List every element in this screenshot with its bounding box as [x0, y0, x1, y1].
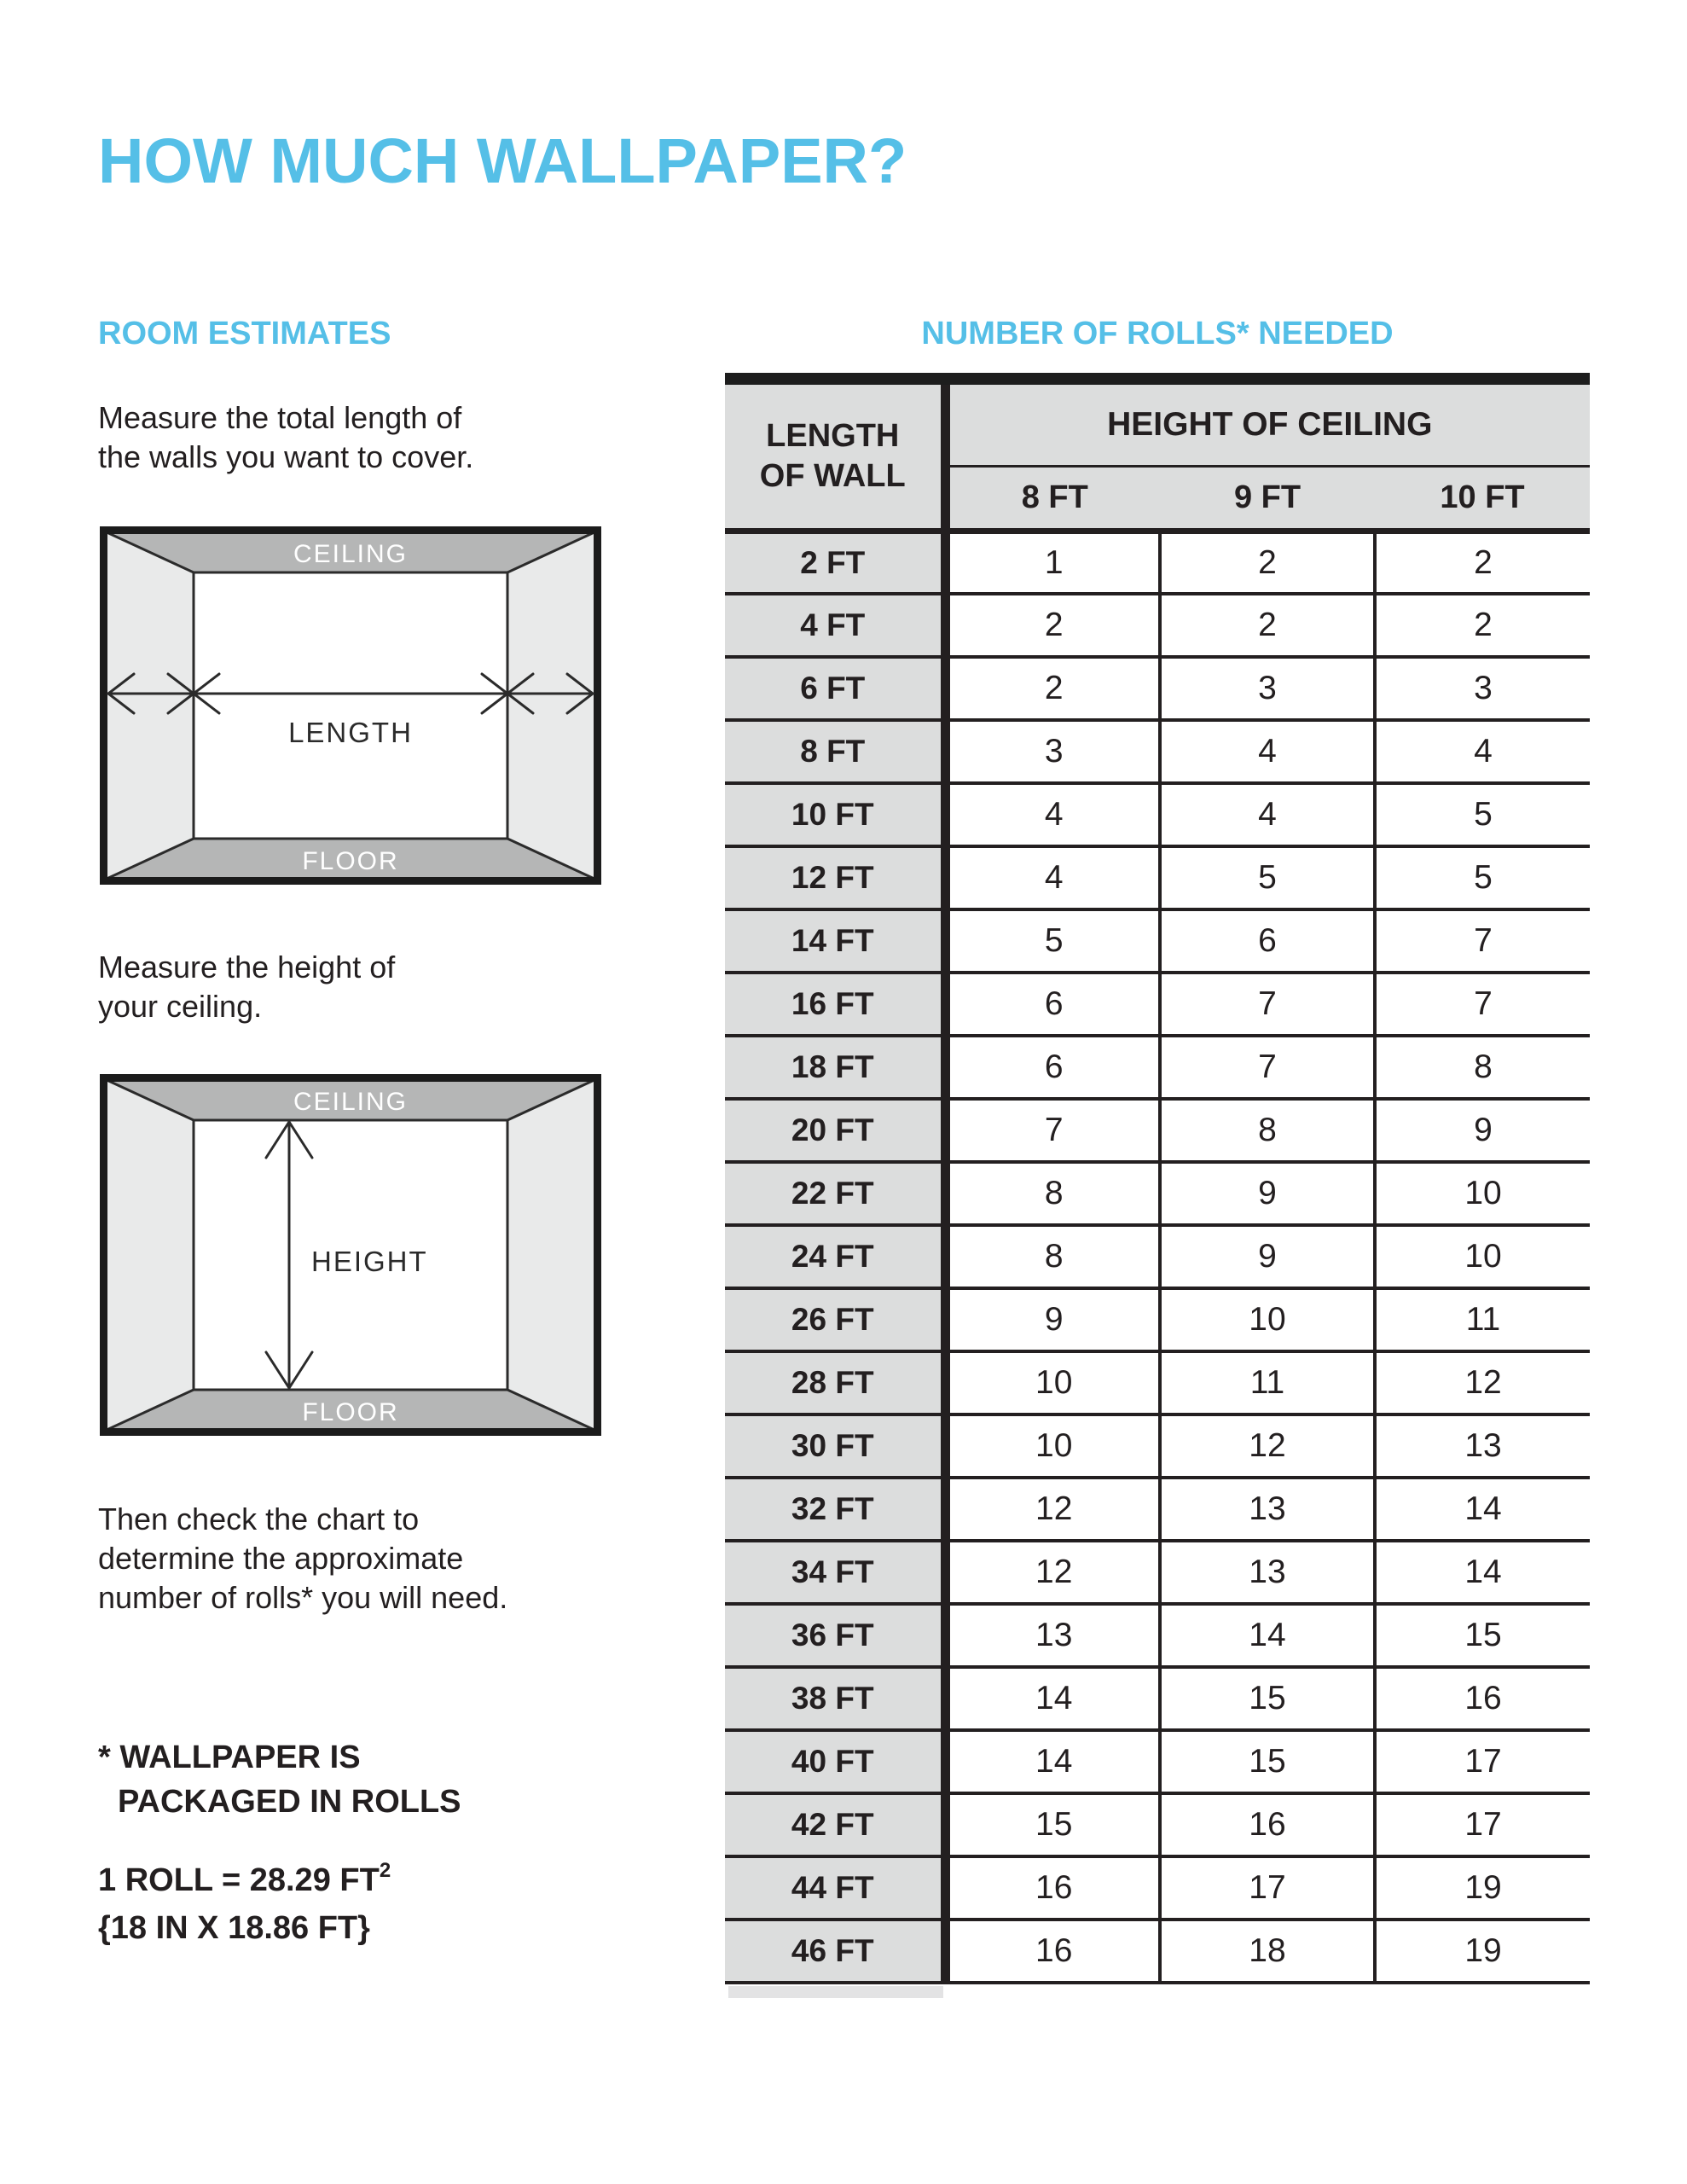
- roll-count-value: 4: [945, 783, 1160, 846]
- table-row: [725, 1478, 1590, 1541]
- table-row: [725, 1414, 1590, 1478]
- roll-count-value: 6: [1160, 909, 1375, 973]
- roll-count-value: 19: [1375, 1920, 1590, 1983]
- table-row: [725, 846, 1590, 909]
- col-header-10ft: 10 FT: [1375, 466, 1590, 531]
- roll-count-value: 2: [1375, 531, 1590, 594]
- table-row: [725, 1099, 1590, 1162]
- roll-count-value: 7: [1160, 1036, 1375, 1099]
- wall-length-label: 22 FT: [725, 1162, 945, 1225]
- table-row: [725, 1730, 1590, 1793]
- roll-count-value: 5: [1375, 783, 1590, 846]
- wall-length-label: 10 FT: [725, 783, 945, 846]
- roll-count-value: 5: [1160, 846, 1375, 909]
- roll-count-value: 8: [945, 1225, 1160, 1288]
- col-header-9ft: 9 FT: [1160, 466, 1375, 531]
- table-row: [725, 1920, 1590, 1983]
- roll-count-value: 10: [1160, 1288, 1375, 1351]
- roll-count-value: 16: [945, 1920, 1160, 1983]
- ceiling-label: CEILING: [293, 1088, 409, 1116]
- table-row: [725, 909, 1590, 973]
- table-row: [725, 657, 1590, 720]
- wall-length-label: 28 FT: [725, 1351, 945, 1414]
- roll-count-value: 12: [945, 1478, 1160, 1541]
- roll-count-value: 14: [1375, 1478, 1590, 1541]
- roll-count-value: 13: [1375, 1414, 1590, 1478]
- room-length-diagram: [100, 526, 601, 885]
- rolls-needed-heading: NUMBER OF ROLLS* NEEDED: [921, 316, 1394, 351]
- roll-count-value: 17: [1375, 1730, 1590, 1793]
- roll-count-value: 7: [1375, 973, 1590, 1036]
- wall-length-label: 32 FT: [725, 1478, 945, 1541]
- roll-count-value: 5: [1375, 846, 1590, 909]
- roll-count-value: 2: [945, 657, 1160, 720]
- wall-length-label: 26 FT: [725, 1288, 945, 1351]
- table-row: [725, 1288, 1590, 1351]
- length-of-wall-header-line: OF WALL: [759, 457, 906, 494]
- wall-length-label: 36 FT: [725, 1604, 945, 1667]
- room-length-diagram-svg: [100, 526, 601, 885]
- roll-count-value: 4: [1375, 720, 1590, 783]
- roll-count-value: 10: [945, 1414, 1160, 1478]
- roll-count-value: 17: [1375, 1793, 1590, 1856]
- page-title: HOW MUCH WALLPAPER?: [98, 125, 907, 196]
- roll-equation: [98, 1856, 391, 1904]
- instruction-step-1: [98, 398, 473, 477]
- roll-count-value: 3: [1375, 657, 1590, 720]
- roll-count-value: 9: [945, 1288, 1160, 1351]
- roll-count-value: 15: [1160, 1730, 1375, 1793]
- roll-count-value: 9: [1375, 1099, 1590, 1162]
- wall-length-label: 2 FT: [725, 531, 945, 594]
- roll-count-value: 2: [1160, 531, 1375, 594]
- roll-count-value: 19: [1375, 1856, 1590, 1920]
- wall-length-label: 44 FT: [725, 1856, 945, 1920]
- table-row: [725, 783, 1590, 846]
- wall-length-label: 18 FT: [725, 1036, 945, 1099]
- room-estimates-heading: ROOM ESTIMATES: [98, 316, 391, 351]
- rolls-table: [725, 373, 1590, 1984]
- wall-length-label: 24 FT: [725, 1225, 945, 1288]
- wall-length-label: 14 FT: [725, 909, 945, 973]
- instruction-line: Measure the height of: [98, 950, 396, 985]
- wall-length-label: 40 FT: [725, 1730, 945, 1793]
- roll-count-value: 13: [1160, 1478, 1375, 1541]
- table-row: [725, 531, 1590, 594]
- table-row: [725, 1793, 1590, 1856]
- table-row: [725, 973, 1590, 1036]
- wall-length-label: 30 FT: [725, 1414, 945, 1478]
- roll-equation-exponent: 2: [379, 1859, 391, 1883]
- roll-count-value: 16: [1160, 1793, 1375, 1856]
- roll-count-value: 11: [1160, 1351, 1375, 1414]
- table-row: [725, 1225, 1590, 1288]
- roll-count-value: 8: [1375, 1036, 1590, 1099]
- wall-length-label: 12 FT: [725, 846, 945, 909]
- roll-count-value: 8: [1160, 1099, 1375, 1162]
- roll-count-value: 12: [1160, 1414, 1375, 1478]
- wall-length-label: 34 FT: [725, 1541, 945, 1604]
- table-row: [725, 1856, 1590, 1920]
- length-label: LENGTH: [288, 717, 413, 748]
- instruction-line: the walls you want to cover.: [98, 439, 474, 474]
- roll-count-value: 10: [1375, 1225, 1590, 1288]
- roll-count-value: 7: [1375, 909, 1590, 973]
- wall-length-label: 16 FT: [725, 973, 945, 1036]
- footnote-line: * WALLPAPER IS: [98, 1740, 361, 1775]
- roll-count-value: 12: [945, 1541, 1160, 1604]
- footnote-line: PACKAGED IN ROLLS: [118, 1784, 461, 1820]
- roll-count-value: 13: [1160, 1541, 1375, 1604]
- wall-length-label: 42 FT: [725, 1793, 945, 1856]
- table-row: [725, 1541, 1590, 1604]
- table-header-row-1: [725, 379, 1590, 466]
- roll-count-value: 2: [1160, 594, 1375, 657]
- wall-length-label: 8 FT: [725, 720, 945, 783]
- wall-length-label: 6 FT: [725, 657, 945, 720]
- rolls-table-body: [725, 531, 1590, 1983]
- floor-label: FLOOR: [302, 847, 399, 875]
- roll-count-value: 18: [1160, 1920, 1375, 1983]
- height-of-ceiling-header: HEIGHT OF CEILING: [945, 379, 1590, 466]
- roll-count-value: 14: [945, 1730, 1160, 1793]
- room-height-diagram-svg: [100, 1074, 601, 1436]
- table-row: [725, 1162, 1590, 1225]
- roll-dimensions: {18 IN X 18.86 FT}: [98, 1910, 370, 1946]
- floor-label: FLOOR: [302, 1398, 399, 1426]
- roll-count-value: 12: [1375, 1351, 1590, 1414]
- roll-count-value: 14: [1160, 1604, 1375, 1667]
- roll-count-value: 3: [1160, 657, 1375, 720]
- roll-count-value: 14: [945, 1667, 1160, 1730]
- wall-length-label: 46 FT: [725, 1920, 945, 1983]
- roll-count-value: 15: [1375, 1604, 1590, 1667]
- table-row: [725, 1604, 1590, 1667]
- wall-length-label: 20 FT: [725, 1099, 945, 1162]
- ceiling-label: CEILING: [293, 540, 409, 568]
- instruction-line: Then check the chart to: [98, 1502, 420, 1536]
- roll-count-value: 5: [945, 909, 1160, 973]
- rolls-table-container: [725, 373, 1590, 1998]
- roll-count-value: 4: [1160, 783, 1375, 846]
- wall-length-label: 4 FT: [725, 594, 945, 657]
- roll-count-value: 8: [945, 1162, 1160, 1225]
- roll-count-value: 16: [1375, 1667, 1590, 1730]
- roll-count-value: 16: [945, 1856, 1160, 1920]
- roll-count-value: 10: [945, 1351, 1160, 1414]
- roll-count-value: 4: [945, 846, 1160, 909]
- roll-count-value: 3: [945, 720, 1160, 783]
- roll-count-value: 6: [945, 973, 1160, 1036]
- roll-count-value: 17: [1160, 1856, 1375, 1920]
- rolls-footnote: [98, 1735, 461, 1824]
- instruction-line: determine the approximate: [98, 1541, 464, 1576]
- roll-count-value: 13: [945, 1604, 1160, 1667]
- table-row: [725, 720, 1590, 783]
- roll-count-value: 2: [1375, 594, 1590, 657]
- roll-count-value: 2: [945, 594, 1160, 657]
- instruction-step-2: [98, 948, 395, 1026]
- length-of-wall-header: [725, 379, 945, 531]
- roll-count-value: 15: [1160, 1667, 1375, 1730]
- roll-count-value: 4: [1160, 720, 1375, 783]
- roll-size-info: [98, 1856, 391, 1952]
- roll-count-value: 10: [1375, 1162, 1590, 1225]
- roll-count-value: 14: [1375, 1541, 1590, 1604]
- roll-count-value: 11: [1375, 1288, 1590, 1351]
- wall-length-label: 38 FT: [725, 1667, 945, 1730]
- roll-count-value: 7: [945, 1099, 1160, 1162]
- height-label: HEIGHT: [311, 1246, 428, 1277]
- length-of-wall-header-line: LENGTH: [766, 417, 900, 454]
- roll-count-value: 15: [945, 1793, 1160, 1856]
- instruction-line: Measure the total length of: [98, 400, 462, 435]
- table-bottom-shadow: [728, 1986, 943, 1998]
- roll-count-value: 1: [945, 531, 1160, 594]
- table-row: [725, 1036, 1590, 1099]
- table-row: [725, 594, 1590, 657]
- col-header-8ft: 8 FT: [945, 466, 1160, 531]
- roll-count-value: 7: [1160, 973, 1375, 1036]
- table-row: [725, 1667, 1590, 1730]
- table-row: [725, 1351, 1590, 1414]
- roll-equation-base: 1 ROLL = 28.29 FT: [98, 1862, 380, 1898]
- instruction-step-3: [98, 1500, 507, 1618]
- instruction-line: your ceiling.: [98, 989, 263, 1024]
- roll-count-value: 9: [1160, 1225, 1375, 1288]
- instruction-line: number of rolls* you will need.: [98, 1580, 508, 1615]
- room-height-diagram: [100, 1074, 601, 1436]
- roll-count-value: 6: [945, 1036, 1160, 1099]
- back-wall-shape: [194, 572, 507, 839]
- roll-count-value: 9: [1160, 1162, 1375, 1225]
